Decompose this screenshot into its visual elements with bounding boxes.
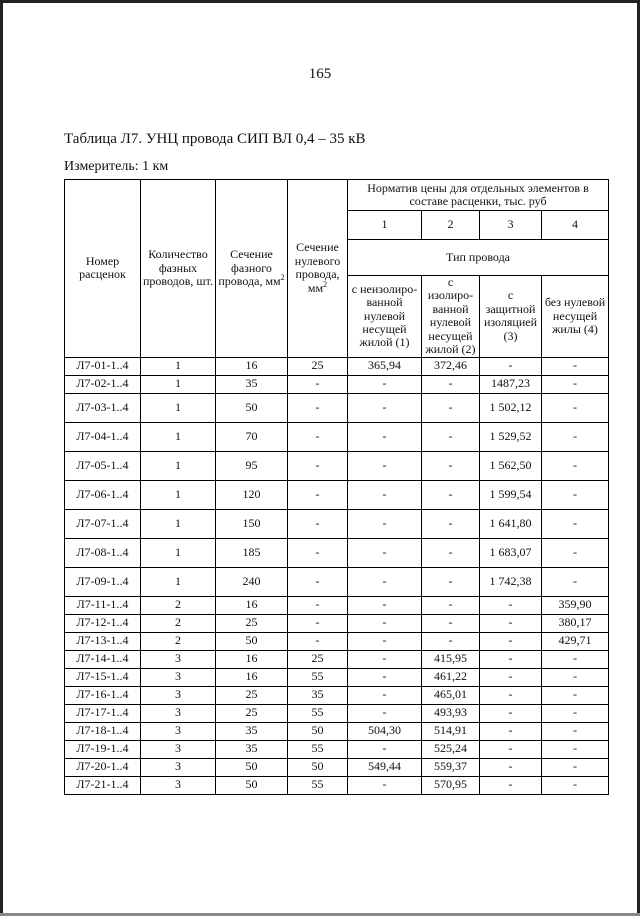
header-neutral-section-text: Сечение нулевого провода, мм [294, 240, 341, 295]
cell-price-2: 570,95 [422, 776, 480, 794]
cell-section: 25 [216, 686, 288, 704]
cell-section: 25 [216, 704, 288, 722]
table-title: Таблица Л7. УНЦ провода СИП ВЛ 0,4 – 35 кВ [64, 131, 366, 147]
cell-price-3: - [480, 650, 542, 668]
cell-price-1: - [348, 567, 422, 596]
header-index-3: 3 [480, 211, 542, 240]
cell-phases: 3 [141, 740, 216, 758]
cell-neutral: 25 [288, 650, 348, 668]
cell-phases: 1 [141, 357, 216, 375]
cell-price-2: - [422, 632, 480, 650]
cell-price-4: - [542, 451, 609, 480]
cell-price-3: 1 742,38 [480, 567, 542, 596]
cell-neutral: - [288, 596, 348, 614]
cell-price-3: 1 641,80 [480, 509, 542, 538]
cell-neutral: - [288, 567, 348, 596]
cell-price-1: - [348, 650, 422, 668]
scan-edge-left [0, 0, 3, 916]
cell-price-1: 549,44 [348, 758, 422, 776]
cell-price-4: 429,71 [542, 632, 609, 650]
cell-section: 150 [216, 509, 288, 538]
cell-section: 35 [216, 722, 288, 740]
cell-price-4: - [542, 538, 609, 567]
cell-section: 16 [216, 668, 288, 686]
cell-number: Л7-14-1..4 [65, 650, 141, 668]
cell-price-4: - [542, 357, 609, 375]
cell-price-2: - [422, 596, 480, 614]
cell-price-1: - [348, 632, 422, 650]
header-index-2: 2 [422, 211, 480, 240]
cell-price-3: - [480, 722, 542, 740]
cell-neutral: 55 [288, 668, 348, 686]
header-neutral-section [288, 180, 348, 358]
table-row [65, 538, 609, 567]
cell-phases: 1 [141, 567, 216, 596]
cell-section: 240 [216, 567, 288, 596]
table-row [65, 668, 609, 686]
cell-neutral: 50 [288, 758, 348, 776]
cell-price-4: - [542, 668, 609, 686]
cell-phases: 1 [141, 480, 216, 509]
cell-price-1: - [348, 596, 422, 614]
cell-price-4: - [542, 758, 609, 776]
cell-price-4: 380,17 [542, 614, 609, 632]
header-price-group: Норматив цены для отдельных элементов в составе расценки, тыс. руб [348, 180, 609, 211]
cell-number: Л7-09-1..4 [65, 567, 141, 596]
cell-price-3: 1 599,54 [480, 480, 542, 509]
cell-price-3: - [480, 357, 542, 375]
table-row [65, 704, 609, 722]
cell-price-2: - [422, 422, 480, 451]
cell-price-1: - [348, 375, 422, 393]
cell-price-1: - [348, 614, 422, 632]
cell-price-2: - [422, 375, 480, 393]
header-number: Номер расценок [65, 180, 141, 358]
cell-number: Л7-07-1..4 [65, 509, 141, 538]
cell-neutral: 55 [288, 776, 348, 794]
header-type-3: с защитной изоляцией (3) [480, 276, 542, 358]
cell-price-3: - [480, 632, 542, 650]
cell-neutral: 50 [288, 722, 348, 740]
cell-neutral: - [288, 375, 348, 393]
cell-number: Л7-20-1..4 [65, 758, 141, 776]
header-index-1: 1 [348, 211, 422, 240]
cell-phases: 2 [141, 632, 216, 650]
cell-price-2: - [422, 509, 480, 538]
cell-number: Л7-21-1..4 [65, 776, 141, 794]
header-neutral-section-sup: 2 [323, 279, 328, 289]
cell-price-4: - [542, 776, 609, 794]
cell-price-2: 415,95 [422, 650, 480, 668]
table-row [65, 740, 609, 758]
cell-neutral: - [288, 538, 348, 567]
cell-price-1: 365,94 [348, 357, 422, 375]
table-row [65, 357, 609, 375]
cell-number: Л7-15-1..4 [65, 668, 141, 686]
cell-neutral: 55 [288, 704, 348, 722]
cell-section: 25 [216, 614, 288, 632]
table-row [65, 650, 609, 668]
cell-price-2: 461,22 [422, 668, 480, 686]
cell-phases: 2 [141, 596, 216, 614]
table-row [65, 776, 609, 794]
cell-phases: 3 [141, 650, 216, 668]
table-row [65, 567, 609, 596]
table-row [65, 375, 609, 393]
cell-price-2: - [422, 567, 480, 596]
cell-price-2: 559,37 [422, 758, 480, 776]
cell-number: Л7-03-1..4 [65, 393, 141, 422]
cell-price-4: - [542, 393, 609, 422]
cell-phases: 3 [141, 722, 216, 740]
cell-price-2: 493,93 [422, 704, 480, 722]
table-row [65, 686, 609, 704]
cell-price-1: - [348, 776, 422, 794]
cell-phases: 3 [141, 668, 216, 686]
cell-section: 120 [216, 480, 288, 509]
cell-price-3: - [480, 704, 542, 722]
cell-price-1: - [348, 422, 422, 451]
cell-phases: 1 [141, 538, 216, 567]
table-row [65, 614, 609, 632]
cell-price-2: - [422, 451, 480, 480]
cell-section: 16 [216, 357, 288, 375]
cell-phases: 1 [141, 451, 216, 480]
cell-price-2: - [422, 614, 480, 632]
cell-price-4: - [542, 422, 609, 451]
cell-number: Л7-04-1..4 [65, 422, 141, 451]
cell-neutral: - [288, 393, 348, 422]
cell-phases: 3 [141, 686, 216, 704]
cell-phases: 1 [141, 509, 216, 538]
cell-price-1: - [348, 451, 422, 480]
table-row [65, 758, 609, 776]
cell-price-1: - [348, 704, 422, 722]
cell-neutral: - [288, 451, 348, 480]
cell-price-4: - [542, 375, 609, 393]
cell-price-1: - [348, 686, 422, 704]
price-table [64, 179, 609, 795]
cell-price-4: - [542, 740, 609, 758]
header-phase-section-sup: 2 [280, 273, 285, 283]
cell-number: Л7-13-1..4 [65, 632, 141, 650]
cell-price-4: - [542, 480, 609, 509]
cell-section: 16 [216, 650, 288, 668]
cell-number: Л7-19-1..4 [65, 740, 141, 758]
cell-section: 185 [216, 538, 288, 567]
table-row [65, 632, 609, 650]
cell-price-3: - [480, 614, 542, 632]
table-row [65, 480, 609, 509]
cell-price-1: 504,30 [348, 722, 422, 740]
table-row [65, 509, 609, 538]
cell-number: Л7-17-1..4 [65, 704, 141, 722]
cell-price-1: - [348, 538, 422, 567]
header-phase-count: Количество фазных проводов, шт. [141, 180, 216, 358]
cell-price-2: - [422, 393, 480, 422]
cell-section: 70 [216, 422, 288, 451]
cell-price-1: - [348, 740, 422, 758]
cell-price-1: - [348, 393, 422, 422]
cell-price-1: - [348, 480, 422, 509]
cell-price-2: 372,46 [422, 357, 480, 375]
cell-price-3: - [480, 758, 542, 776]
cell-number: Л7-16-1..4 [65, 686, 141, 704]
header-wire-type: Тип провода [348, 240, 609, 276]
header-phase-section-text: Сечение фазного провода, мм [218, 247, 281, 289]
cell-section: 35 [216, 375, 288, 393]
cell-neutral: - [288, 422, 348, 451]
header-type-1: с неизолиро-ванной нулевой несущей жилой (1) [348, 276, 422, 358]
table-row [65, 596, 609, 614]
cell-section: 50 [216, 758, 288, 776]
table-row [65, 422, 609, 451]
cell-price-4: - [542, 704, 609, 722]
cell-number: Л7-11-1..4 [65, 596, 141, 614]
cell-neutral: - [288, 632, 348, 650]
cell-section: 95 [216, 451, 288, 480]
cell-price-3: 1487,23 [480, 375, 542, 393]
cell-phases: 3 [141, 758, 216, 776]
header-phase-section [216, 180, 288, 358]
cell-price-3: - [480, 596, 542, 614]
cell-price-1: - [348, 668, 422, 686]
cell-number: Л7-08-1..4 [65, 538, 141, 567]
cell-phases: 1 [141, 375, 216, 393]
cell-price-3: 1 529,52 [480, 422, 542, 451]
cell-price-4: - [542, 686, 609, 704]
cell-price-3: - [480, 668, 542, 686]
cell-section: 35 [216, 740, 288, 758]
table-row [65, 393, 609, 422]
cell-section: 50 [216, 632, 288, 650]
cell-neutral: 25 [288, 357, 348, 375]
cell-phases: 3 [141, 704, 216, 722]
cell-neutral: - [288, 480, 348, 509]
cell-section: 50 [216, 776, 288, 794]
cell-price-3: 1 502,12 [480, 393, 542, 422]
cell-number: Л7-12-1..4 [65, 614, 141, 632]
cell-number: Л7-01-1..4 [65, 357, 141, 375]
cell-price-4: - [542, 567, 609, 596]
cell-number: Л7-06-1..4 [65, 480, 141, 509]
cell-phases: 2 [141, 614, 216, 632]
table-row [65, 451, 609, 480]
table-unit: Измеритель: 1 км [64, 159, 169, 174]
header-type-4: без нулевой несущей жилы (4) [542, 276, 609, 358]
cell-price-3: - [480, 686, 542, 704]
cell-number: Л7-05-1..4 [65, 451, 141, 480]
scan-edge-top [0, 0, 640, 3]
cell-price-2: 514,91 [422, 722, 480, 740]
cell-price-1: - [348, 509, 422, 538]
cell-price-2: 525,24 [422, 740, 480, 758]
cell-phases: 1 [141, 422, 216, 451]
cell-price-3: 1 562,50 [480, 451, 542, 480]
cell-section: 50 [216, 393, 288, 422]
cell-price-2: - [422, 480, 480, 509]
cell-price-3: - [480, 740, 542, 758]
cell-neutral: - [288, 509, 348, 538]
cell-section: 16 [216, 596, 288, 614]
cell-price-4: 359,90 [542, 596, 609, 614]
header-type-2: с изолиро-ванной нулевой несущей жилой (2) [422, 276, 480, 358]
cell-phases: 1 [141, 393, 216, 422]
table-body [65, 357, 609, 794]
cell-price-4: - [542, 650, 609, 668]
cell-neutral: 55 [288, 740, 348, 758]
header-index-4: 4 [542, 211, 609, 240]
table-row [65, 722, 609, 740]
table-header [65, 180, 609, 358]
cell-price-2: - [422, 538, 480, 567]
cell-price-2: 465,01 [422, 686, 480, 704]
cell-price-4: - [542, 509, 609, 538]
cell-neutral: - [288, 614, 348, 632]
cell-price-4: - [542, 722, 609, 740]
cell-number: Л7-18-1..4 [65, 722, 141, 740]
cell-price-3: 1 683,07 [480, 538, 542, 567]
cell-number: Л7-02-1..4 [65, 375, 141, 393]
cell-neutral: 35 [288, 686, 348, 704]
page-number: 165 [308, 66, 332, 82]
cell-phases: 3 [141, 776, 216, 794]
cell-price-3: - [480, 776, 542, 794]
